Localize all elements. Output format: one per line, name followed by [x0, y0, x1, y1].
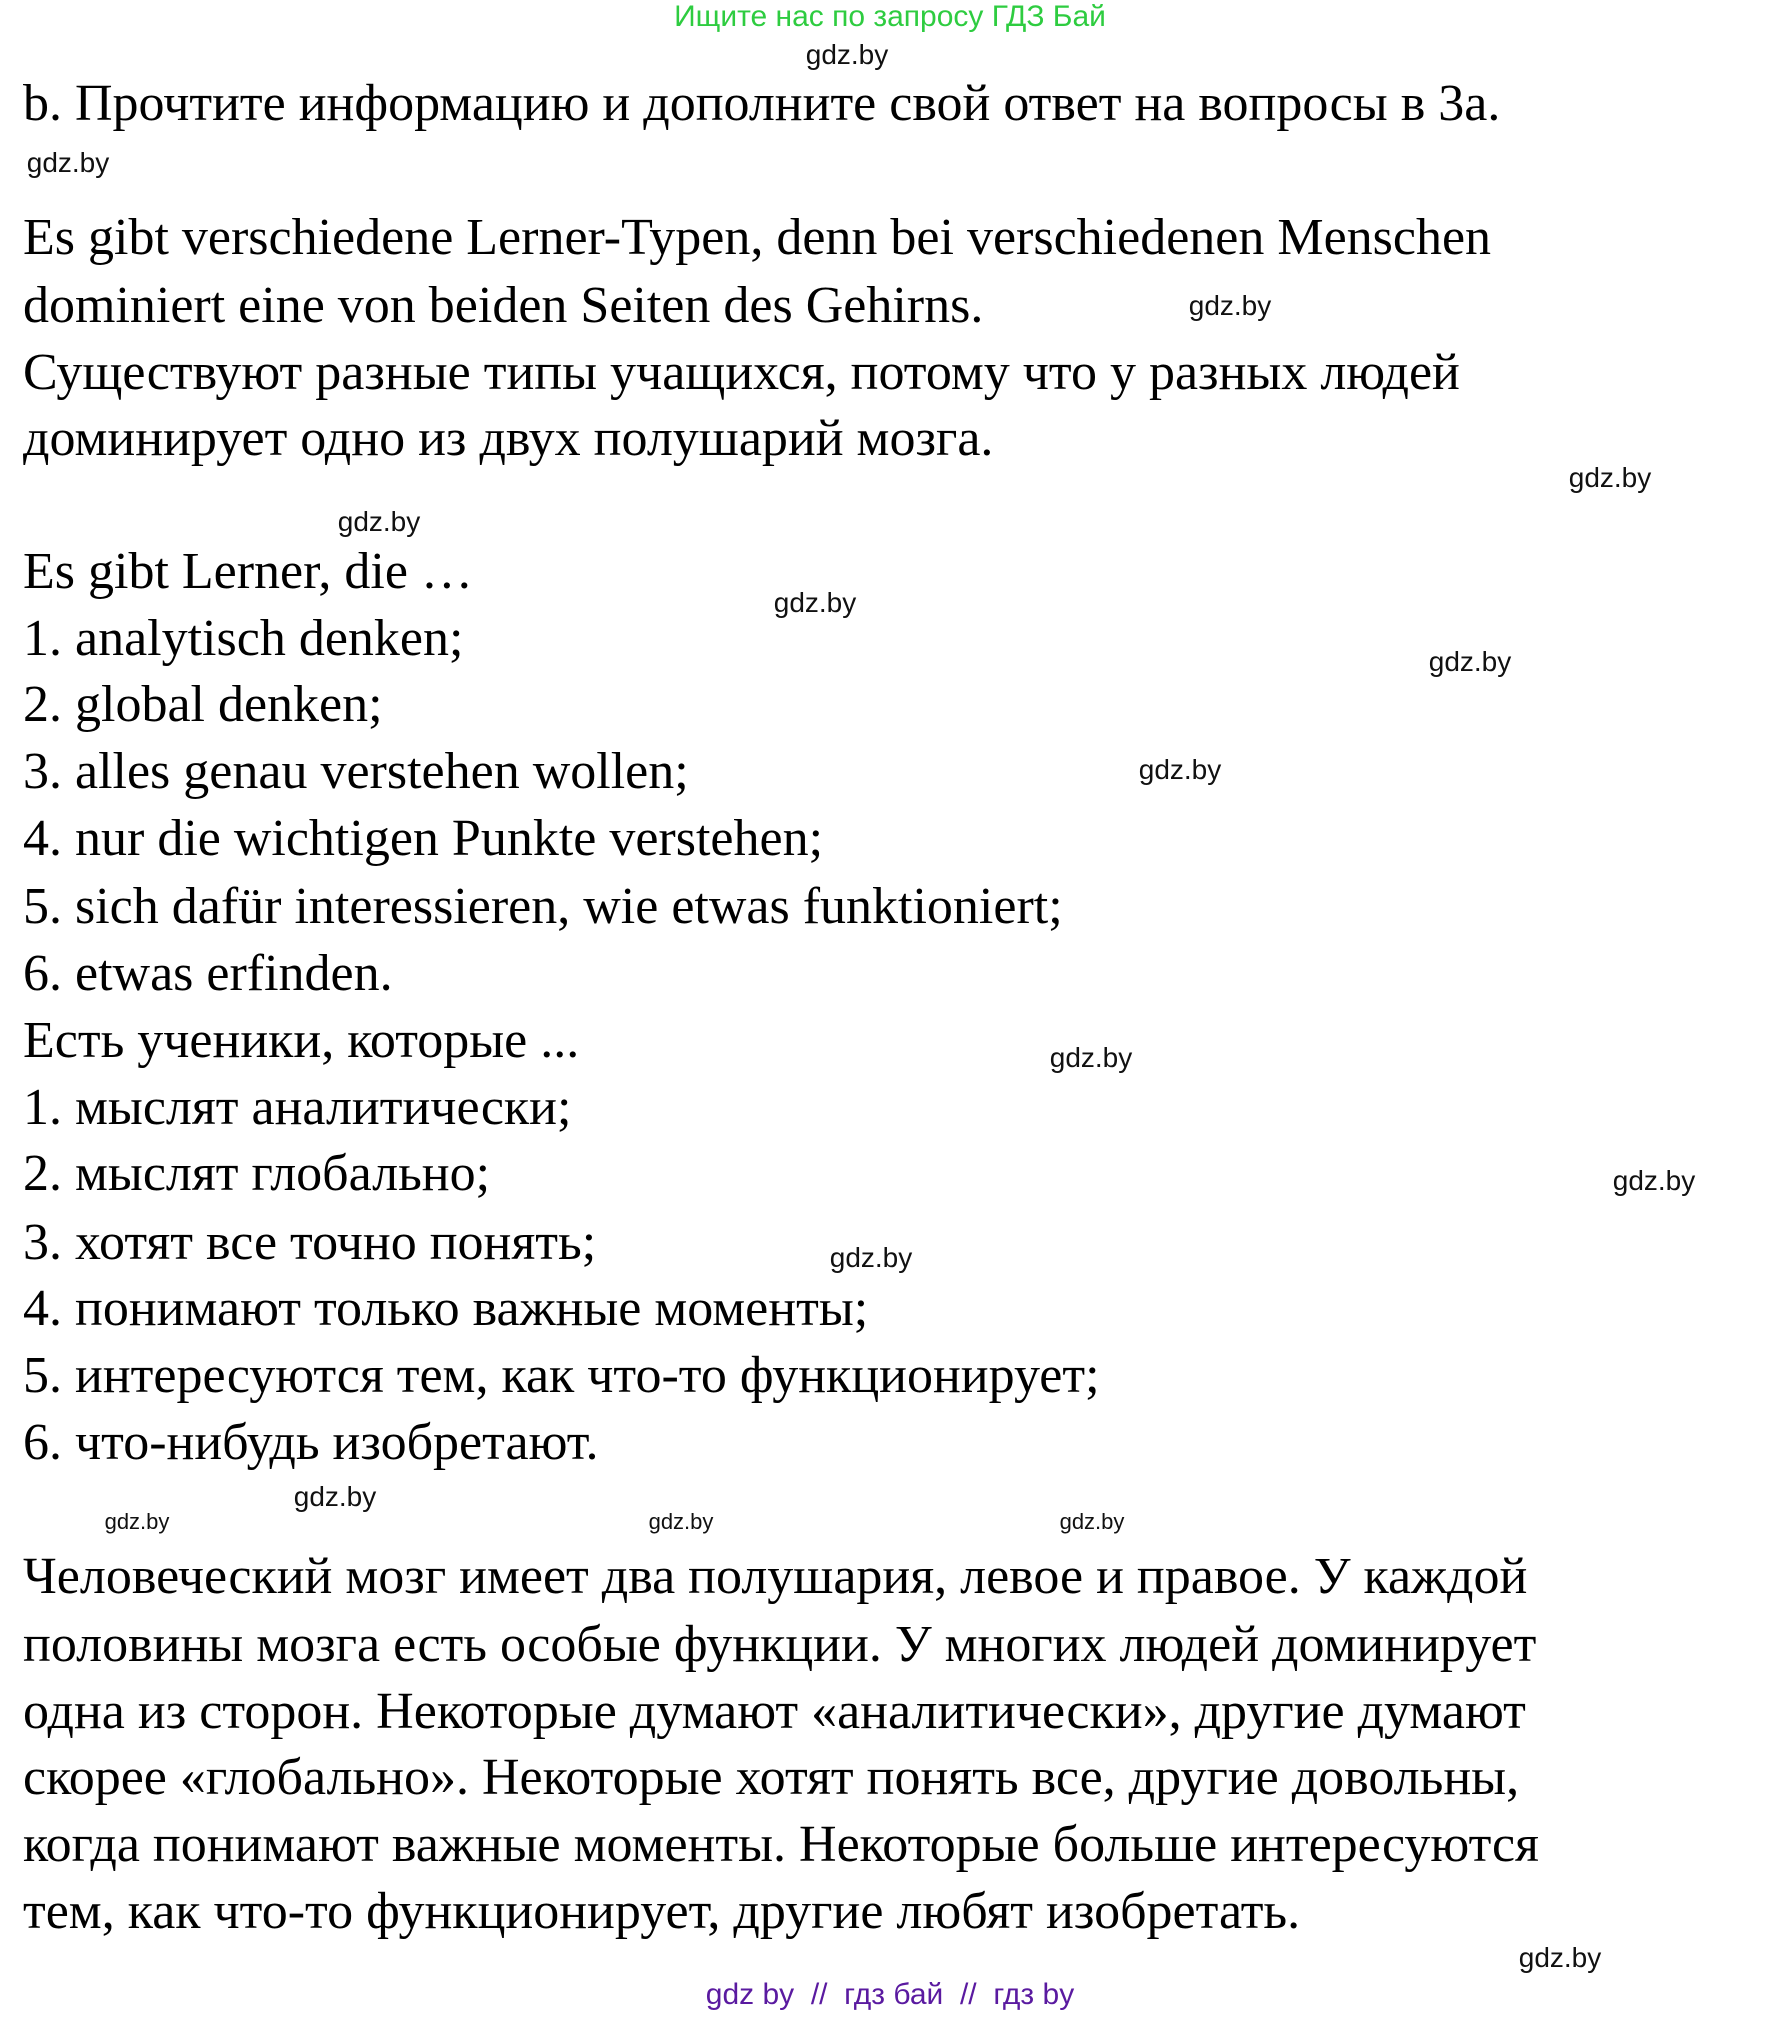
- list-item: 1. analytisch denken;: [23, 610, 464, 667]
- footer-links: gdz by // гдз бай // гдз by: [705, 1978, 1075, 2011]
- list-item: 1. мыслят аналитически;: [23, 1079, 572, 1136]
- watermark: gdz.by: [1059, 1509, 1125, 1534]
- watermark: gdz.by: [1518, 1942, 1602, 1973]
- intro-line: Es gibt verschiedene Lerner-Typen, denn bei verschiedenen Menschen: [23, 209, 1492, 266]
- watermark: gdz.by: [1612, 1165, 1696, 1196]
- promo-banner: Ищите нас по запросу ГДЗ Бай: [674, 0, 1106, 33]
- list-item: 3. хотят все точно понять;: [23, 1214, 597, 1271]
- watermark: gdz.by: [104, 1509, 170, 1534]
- task-title: b. Прочтите информацию и дополните свой ответ на вопросы в 3а.: [23, 75, 1501, 132]
- intro-line: Существуют разные типы учащихся, потому что у разных людей: [23, 344, 1460, 401]
- paragraph-line: скорее «глобально». Некоторые хотят понять все, другие довольны,: [23, 1749, 1520, 1806]
- paragraph-line: половины мозга есть особые функции. У многих людей доминирует: [23, 1616, 1537, 1673]
- watermark: gdz.by: [1428, 646, 1512, 677]
- intro-line: dominiert eine von beiden Seiten des Gehirns.: [23, 277, 984, 334]
- watermark: gdz.by: [1188, 290, 1272, 321]
- paragraph-line: одна из сторон. Некоторые думают «аналитически», другие думают: [23, 1683, 1526, 1740]
- list-item: 5. интересуются тем, как что-то функционирует;: [23, 1347, 1100, 1404]
- watermark: gdz.by: [1049, 1042, 1133, 1073]
- list-item: 4. понимают только важные моменты;: [23, 1280, 869, 1337]
- watermark: gdz.by: [773, 587, 857, 618]
- watermark: gdz.by: [829, 1242, 913, 1273]
- list-ru-heading: Есть ученики, которые ...: [23, 1012, 580, 1069]
- watermark: gdz.by: [337, 506, 421, 537]
- watermark: gdz.by: [1138, 754, 1222, 785]
- intro-line: доминирует одно из двух полушарий мозга.: [23, 410, 994, 467]
- paragraph-line: Человеческий мозг имеет два полушария, левое и правое. У каждой: [23, 1548, 1528, 1605]
- watermark: gdz.by: [26, 147, 110, 178]
- watermark: gdz.by: [293, 1481, 377, 1512]
- list-item: 4. nur die wichtigen Punkte verstehen;: [23, 810, 824, 867]
- watermark: gdz.by: [1568, 462, 1652, 493]
- watermark: gdz.by: [805, 39, 889, 70]
- list-item: 6. etwas erfinden.: [23, 945, 393, 1002]
- list-item: 2. global denken;: [23, 676, 383, 733]
- paragraph-line: когда понимают важные моменты. Некоторые больше интересуются: [23, 1816, 1539, 1873]
- watermark: gdz.by: [648, 1509, 714, 1534]
- list-item: 2. мыслят глобально;: [23, 1145, 491, 1202]
- list-de-heading: Es gibt Lerner, die …: [23, 543, 473, 600]
- list-item: 6. что-нибудь изобретают.: [23, 1414, 599, 1471]
- list-item: 5. sich dafür interessieren, wie etwas funktioniert;: [23, 878, 1063, 935]
- list-item: 3. alles genau verstehen wollen;: [23, 743, 689, 800]
- paragraph-line: тем, как что-то функционирует, другие любят изобретать.: [23, 1883, 1301, 1940]
